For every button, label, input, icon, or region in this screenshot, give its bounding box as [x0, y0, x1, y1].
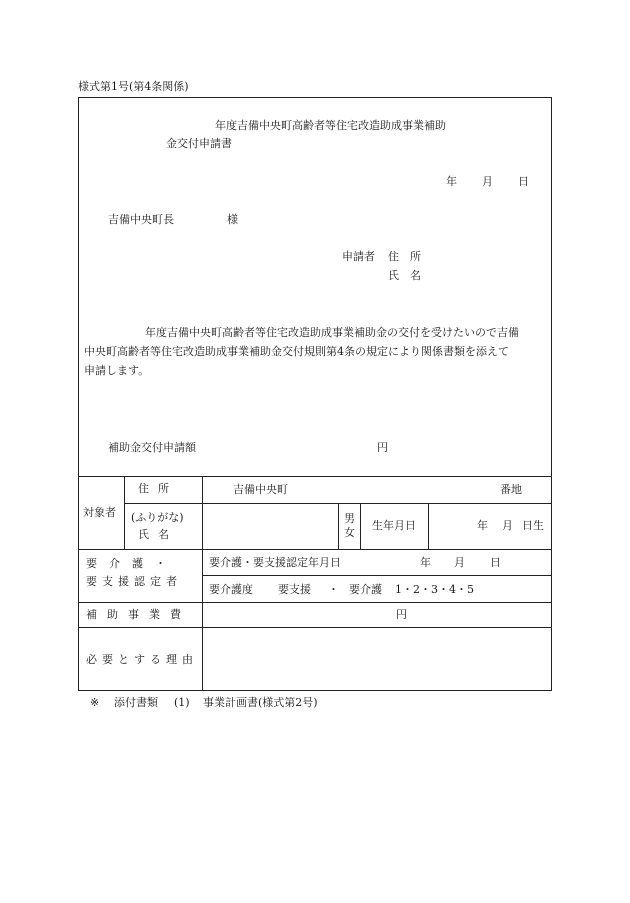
amount-unit: 円 — [377, 441, 388, 454]
care-label-line1: 要介護・ — [86, 557, 178, 570]
furigana-label: (ふりがな) — [131, 511, 184, 524]
address-label: 住所 — [138, 482, 178, 495]
body-line3: 申請します。 — [84, 364, 150, 377]
applicant-name-label: 氏 名 — [388, 269, 421, 282]
birth-year: 年 — [477, 519, 488, 532]
date-month: 月 — [482, 175, 493, 188]
attach-number: (1) — [174, 696, 190, 709]
honorific: 様 — [227, 213, 238, 226]
banchi-label: 番地 — [500, 483, 522, 496]
attach-mark: ※ — [90, 696, 100, 709]
col-divider-sex — [360, 503, 361, 549]
cert-date-label: 要介護・要支援認定年月日 — [209, 556, 341, 569]
col-divider-label — [202, 476, 203, 691]
care-label-line2: 要支援認定者 — [86, 575, 182, 588]
care-levels: 1・2・3・4・5 — [395, 583, 474, 596]
cost-unit: 円 — [396, 608, 407, 621]
amount-label: 補助金交付申請額 — [108, 441, 196, 454]
form-title-line2: 金交付申請書 — [166, 137, 232, 150]
row-divider-cost — [78, 627, 552, 628]
birth-day: 日生 — [522, 519, 544, 532]
care-level-label: 要介護度 — [209, 583, 253, 596]
row-divider-care — [78, 602, 552, 603]
attach-label: 添付書類 — [114, 696, 158, 709]
reason-label: 必要とする理由 — [86, 653, 198, 666]
col-divider-name — [338, 503, 339, 549]
care-dot: ・ — [328, 583, 339, 596]
birth-label: 生年月日 — [372, 519, 416, 532]
body-line1: 年度吉備中央町高齢者等住宅改造助成事業補助金の交付を受けたいので吉備 — [145, 326, 519, 339]
address-value: 吉備中央町 — [233, 483, 288, 496]
applicant-label: 申請者 — [342, 250, 375, 263]
cert-year: 年 — [420, 556, 431, 569]
cert-month: 月 — [454, 556, 465, 569]
applicant-address-label: 住 所 — [388, 250, 421, 263]
row-divider-cert — [202, 575, 552, 576]
date-year: 年 — [446, 175, 457, 188]
name-label: 氏名 — [138, 528, 178, 541]
form-number: 様式第1号(第4条関係) — [78, 80, 189, 93]
col-divider-birth — [428, 503, 429, 549]
addressee: 吉備中央町長 — [108, 213, 174, 226]
table-top-line — [78, 476, 552, 477]
subject-label: 対象者 — [83, 506, 116, 519]
date-day: 日 — [518, 175, 529, 188]
cost-label: 補助事業費 — [86, 608, 191, 621]
support-label: 要支援 — [278, 583, 311, 596]
birth-month: 月 — [502, 519, 513, 532]
cert-day: 日 — [490, 556, 501, 569]
form-title-line1: 年度吉備中央町高齢者等住宅改造助成事業補助 — [215, 119, 446, 132]
sex-male: 男 — [344, 512, 355, 525]
care-label: 要介護 — [349, 583, 382, 596]
row-divider-subject — [78, 549, 552, 550]
sex-female: 女 — [344, 526, 355, 539]
body-line2: 中央町高齢者等住宅改造助成事業補助金交付規則第4条の規定により関係書類を添えて — [84, 345, 509, 358]
col-divider-subject — [124, 476, 125, 549]
attach-item: 事業計画書(様式第2号) — [203, 696, 318, 709]
